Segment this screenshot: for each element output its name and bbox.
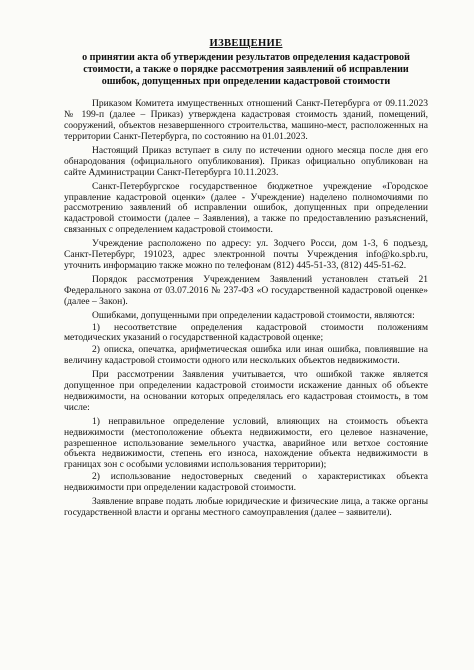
- paragraph-errors-intro: Ошибками, допущенными при определении кадастровой стоимости, являются:: [92, 309, 415, 321]
- paragraph-applicants: Заявление вправе подать любые юридические и физические лица, а также органы государственной власти и органы местного самоуправления (далее – заявители).: [64, 496, 428, 518]
- document-title: ИЗВЕЩЕНИЕ: [209, 38, 283, 49]
- paragraph-data-distortion: При рассмотрении Заявления учитывается, что ошибкой также является допущенное при определении кадастровой стоимости искажение данных об объекте недвижимости, на основании которых определялась его кадастровая стоимость, в том числе:: [64, 369, 428, 413]
- document-subtitle: о принятии акта об утверждении результатов определения кадастровой стоимости, а также о порядке рассмотрения заявлений об исправлении ошибок, допущенных при определении кадастровой стоимости: [82, 52, 410, 88]
- paragraph-order-approval: Приказом Комитета имущественных отношений Санкт-Петербурга от 09.11.2023 № 199-п (далее – Приказ) утверждена кадастровая стоимость зданий, помещений, сооружений, объектов незавершенного строительства, машино-мест, расположенных на территории Санкт-Петербурга, по состоянию на 01.01.2023.: [64, 98, 428, 142]
- paragraph-institution-authority: Санкт-Петербургское государственное бюджетное учреждение «Городское управление кадастровой оценки» (далее - Учреждение) наделено полномочиями по рассмотрению заявлений об исправлении ошибок, допущенных при определении кадастровой стоимости (далее – Заявления), а также по предоставлению разъяснений, связанных с определением кадастровой стоимости.: [64, 180, 428, 236]
- paragraph-procedure-law: Порядок рассмотрения Учреждением Заявлений установлен статьей 21 Федерального закона от 03.07.2016 № 237-ФЗ «О государственной кадастровой оценке» (далее – Закон).: [64, 273, 428, 307]
- paragraph-entry-into-force: Настоящий Приказ вступает в силу по истечении одного месяца после дня его обнародования (официального опубликования). Приказ официально опубликован на сайте Администрации Санкт-Петербурга 10.11.2023.: [64, 144, 428, 178]
- document-body: [64, 99, 428, 519]
- list-item-error-1: 1) несоответствие определения кадастровой стоимости положениям методических указаний о государственной кадастровой оценке;: [64, 321, 428, 344]
- list-item-error-2: 2) описка, опечатка, арифметическая ошибка или иная ошибка, повлиявшие на величину кадастровой стоимости одного или нескольких объектов недвижимости.: [64, 344, 428, 367]
- list-item-distortion-2: 2) использование недостоверных сведений о характеристиках объекта недвижимости при определении кадастровой стоимости.: [64, 471, 428, 494]
- paragraph-contact-info: Учреждение расположено по адресу: ул. Зодчего Росси, дом 1-3, 6 подъезд, Санкт-Петербург, 191023, адрес электронной почты Учреждения info@ko.spb.ru, уточнить информацию также можно по телефонам (812) 445-51-33, (812) 445-51-62.: [64, 238, 428, 271]
- list-item-distortion-1: 1) неправильное определение условий, влияющих на стоимость объекта недвижимости (местоположение объекта недвижимости, его целевое назначение, разрешенное использование земельного участка, аварийное или ветхое состояние объекта недвижимости, степень его износа, нахождение объекта недвижимости в границах зон с особыми условиями использования территории);: [64, 415, 428, 471]
